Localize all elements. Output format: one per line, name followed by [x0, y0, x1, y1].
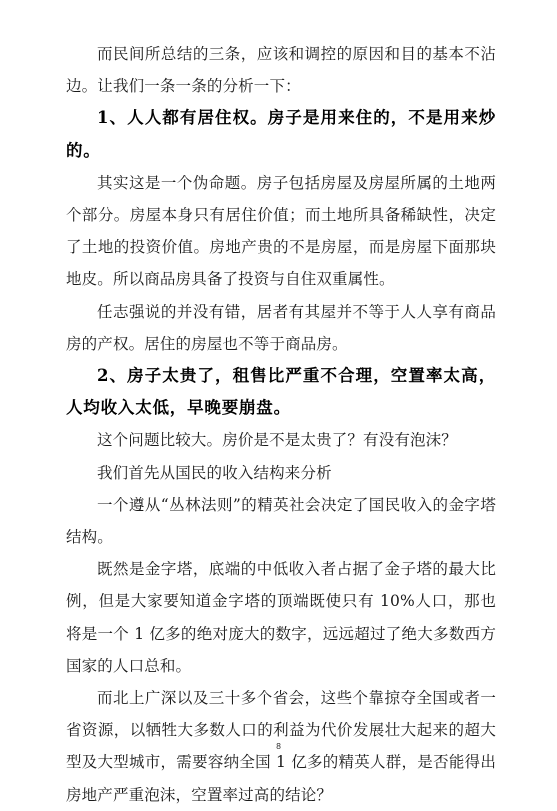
paragraph-intro: 而民间所总结的三条，应该和调控的原因和目的基本不沾边。让我们一条一条的分析一下： — [66, 45, 496, 96]
paragraph-point-1-analysis: 其实这是一个伪命题。房子包括房屋及房屋所属的土地两个部分。房屋本身只有居住价值；而土地所具备稀缺性，决定了土地的投资价值。房地产贵的不是房屋，而是房屋下面那块地皮。所以商品房具备了投资与自住双重属性。 — [66, 173, 496, 289]
paragraph-cities: 而北上广深以及三十多个省会，这些个靠掠夺全国或者一省资源，以牺牲大多数人口的利益为代价发展壮大起来的超大型及大型城市，需要容纳全国 1 亿多的精英人群，是否能得出房地产严重泡沫，空置率过高的结论？ — [66, 689, 496, 804]
paragraph-pyramid: 一个遵从“丛林法则”的精英社会决定了国民收入的金字塔结构。 — [66, 495, 496, 547]
document-body — [66, 38, 496, 811]
heading-point-1: 1、人人都有居住权。房子是用来住的，不是用来炒的。 — [66, 108, 496, 160]
heading-point-2: 2、房子太贵了，租售比严重不合理，空置率太高，人均收入太低，早晚要崩盘。 — [66, 366, 496, 418]
paragraph-question: 这个问题比较大。房价是不是太贵了？有没有泡沫？ — [97, 431, 457, 450]
paragraph-pyramid-top: 既然是金字塔，底端的中低收入者占据了金子塔的最大比例，但是大家要知道金字塔的顶端既使只有 10%人口，那也将是一个 1 亿多的绝对庞大的数字，远远超过了绝大多数西方国家的人口总和。 — [66, 560, 496, 675]
paragraph-point-1-conclusion: 任志强说的并没有错，居者有其屋并不等于人人享有商品房的产权。居住的房屋也不等于商品房。 — [66, 302, 496, 353]
paragraph-income-structure: 我们首先从国民的收入结构来分析 — [97, 463, 332, 482]
page-number: 8 — [275, 742, 282, 751]
